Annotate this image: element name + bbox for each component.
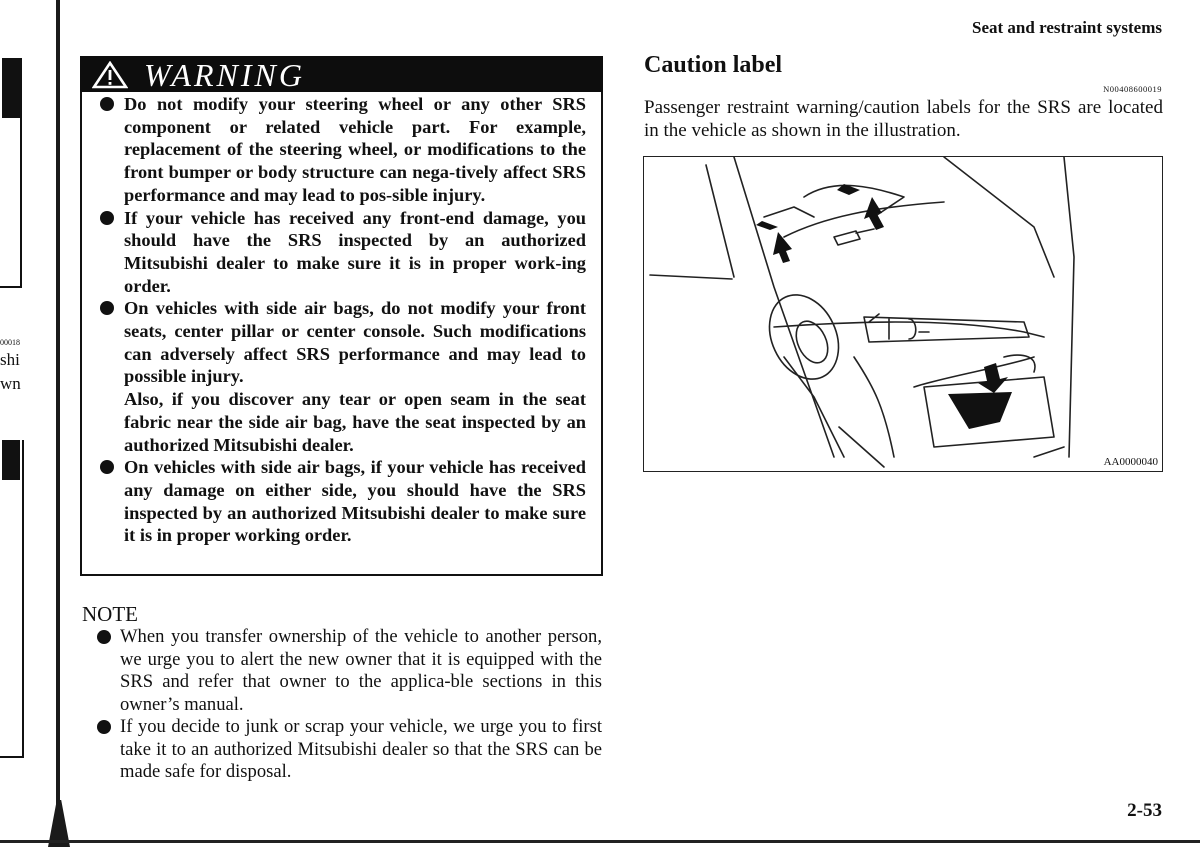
page-number: 2-53 [1127, 800, 1162, 821]
bullet-icon [97, 630, 111, 644]
section-title: Caution label [644, 52, 783, 78]
note-item: If you decide to junk or scrap your vehicle, we urge you to first take it to an authorized Mitsubishi dealer so that the SRS can be made safe for disposal. [97, 716, 602, 784]
note-list [97, 626, 602, 784]
bullet-icon [100, 460, 114, 474]
page-bottom-edge [0, 840, 1200, 843]
caution-paragraph: Passenger restraint warning/caution labels for the SRS are located in the vehicle as shown in the illustration. [644, 97, 1163, 141]
warning-sub-paragraph: Also, if you discover any tear or open seam in the seat fabric near the side air bag, have the seat inspected by an authorized Mitsubishi dealer. [124, 389, 586, 455]
warning-list [100, 93, 586, 547]
previous-page-word: wn [0, 374, 21, 393]
previous-page-box-header-edge [2, 440, 20, 480]
warning-item: Do not modify your steering wheel or any other SRS component or related vehicle part. For example, replacement of the steering wheel, or modifications to the front bumper or body structure can nega-tively affect SRS performance and may lead to pos-sible injury. [100, 93, 586, 207]
warning-item: If your vehicle has received any front-end damage, you should have the SRS inspected by an authorized Mitsubishi dealer to make sure it is in proper work-ing order. [100, 207, 586, 298]
warning-item: On vehicles with side air bags, do not modify your front seats, center pillar or center console. Such modifications can adversely affect SRS performance and may lead to possible injury. [100, 297, 586, 388]
note-heading: NOTE [82, 602, 138, 626]
previous-page-box-edge [0, 440, 24, 758]
previous-page-warning-header-edge [2, 58, 20, 118]
illustration-frame [643, 156, 1163, 472]
previous-page-word: shi [0, 350, 20, 369]
note-item: When you transfer ownership of the vehicle to another person, we urge you to alert the new owner that it is equipped with the SRS and refer that owner to the applica-ble sections in this owner’s manual. [97, 626, 602, 716]
document-code: N00408600019 [1103, 84, 1162, 94]
bullet-icon [97, 720, 111, 734]
warning-title: WARNING [144, 57, 305, 93]
bullet-icon [100, 301, 114, 315]
previous-page-code: 00018 [0, 338, 20, 347]
bullet-icon [100, 211, 114, 225]
binding-gutter-line [56, 0, 60, 847]
vehicle-interior-illustration [644, 157, 1161, 470]
warning-item: On vehicles with side air bags, if your vehicle has received any damage on either side, you should have the SRS inspected by an authorized Mitsubishi dealer to make sure it is in proper working order. [100, 456, 586, 547]
running-header: Seat and restraint systems [972, 18, 1162, 37]
figure-code: AA0000040 [1103, 456, 1158, 468]
warning-triangle-icon [92, 61, 128, 89]
bullet-icon [100, 97, 114, 111]
